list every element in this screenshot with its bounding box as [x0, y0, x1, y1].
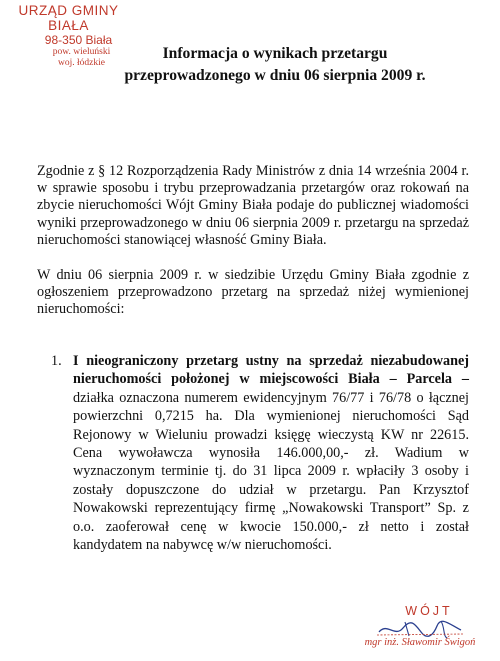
document-title: [80, 43, 470, 87]
stamp-office-name: URZĄD GMINY BIAŁA: [18, 3, 119, 33]
title-line-2: przeprowadzonego w dniu 06 sierpnia 2009 r.: [124, 67, 426, 84]
signatory-name: mgr inż. Sławomir Świgoń: [364, 637, 476, 648]
list-item-body: [73, 352, 469, 554]
stamp-postal-address: 98-350 Biała: [44, 33, 113, 47]
signature-block: [345, 604, 495, 648]
stamp-voivodeship: woj. łódzkie: [58, 58, 105, 68]
list-item-text: działka oznaczona numerem ewidencyjnym 76/77 i 76/78 o łącznej powierzchni 0,7215 ha. Dla wymienionej nieruchomości Sąd Rejonowy w Wieluniu prowadzi księgę wieczystą KW nr 22615. Cena wywoławcza wynosiła 146.000,00,- zł. Wadium w wyznaczonym terminie tj. do 31 lipca 2009 r. wpłaciły 3 osoby i zostały dopuszczone do udział w przetargu. Pan Krzysztof Nowakowski reprezentujący firmę „Nowakowski Transport” Sp. z o.o. zaoferował cenę w kwocie 150.000,- zł netto i został kandydatem na nabywcę w/w nieruchomości.: [73, 389, 469, 554]
signature-role: WÓJT: [405, 604, 453, 618]
title-line-1: Informacja o wynikach przetargu: [162, 45, 388, 62]
paragraph-intro: Zgodnie z § 12 Rozporządzenia Rady Ministrów z dnia 14 września 2004 r. w sprawie sposobu i trybu przeprowadzania przetargów oraz rokowań na zbycie nieruchomości Wójt Gminy Biała podaje do publicznej wiadomości wyniki przeprowadzonego w dniu 06 sierpnia 2009 r. przetargu na sprzedaż nieruchomości stanowiącej własność Gminy Biała.: [37, 163, 469, 248]
paragraph-tender-info: W dniu 06 sierpnia 2009 r. w siedzibie Urzędu Gminy Biała zgodnie z ogłoszeniem przeprowadzono przetarg na sprzedaż niżej wymienionej nieruchomości:: [37, 267, 469, 318]
list-item: [37, 352, 469, 554]
list-item-number: 1.: [51, 353, 62, 369]
stamp-county: pow. wieluński: [52, 47, 111, 57]
list-item-bold-text: I nieograniczony przetarg ustny na sprzedaż niezabudowanej nieruchomości położonej w miejscowości Biała – Parcela –: [73, 353, 469, 388]
